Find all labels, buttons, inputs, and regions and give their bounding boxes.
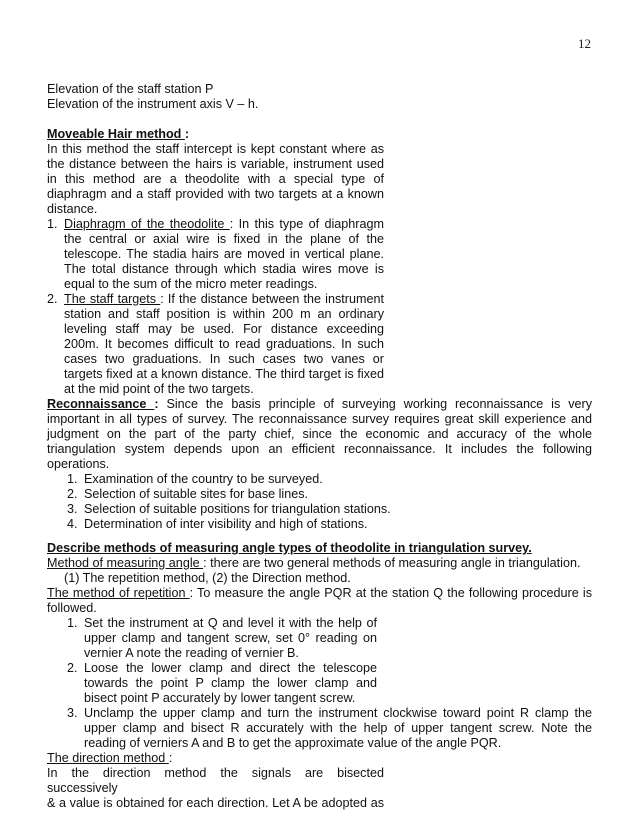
list-item-text: Set the instrument at Q and level it with the help of upper clamp and tangent screw, set 0° reading on vernier A note the reading of vernier B. xyxy=(84,616,377,660)
direction-line-2: & a value is obtained for each direction. Let A be adopted as xyxy=(47,796,384,810)
list-item-text: Examination of the country to be surveyed. xyxy=(84,472,323,486)
measuring-angle-line xyxy=(47,556,592,571)
list-item-number: 3. xyxy=(67,706,78,720)
repetition-text: : To measure the angle PQR at the station Q the following procedure is followed. xyxy=(47,586,592,615)
moveable-hair-heading-text: Moveable Hair method xyxy=(47,127,185,141)
intro-line-2: Elevation of the instrument axis V – h. xyxy=(47,97,259,111)
list-item-text: Loose the lower clamp and direct the telescope towards the point P clamp the lower clamp and bisect point P accurately by lower tangent screw. xyxy=(84,661,377,705)
repetition-paragraph xyxy=(47,586,592,616)
direction-method-term: The direction method xyxy=(47,751,169,765)
list-item xyxy=(47,217,384,292)
list-item xyxy=(47,487,592,502)
list-item-text: : If the distance between the instrument station and staff position is within 200 m an ordinary leveling staff may be used. For distance exceeding 200m. It becomes difficult to read graduations. In such cases two graduations. In such cases two vanes or targets fixed at a known distance. The third target is fixed at the mid point of the two targets. xyxy=(64,292,384,396)
list-item-number: 2. xyxy=(47,292,58,306)
repetition-list xyxy=(47,616,592,751)
angle-methods-section xyxy=(47,541,592,811)
reconnaissance-section xyxy=(47,397,592,532)
repetition-term: The method of repetition xyxy=(47,586,190,600)
list-item-number: 3. xyxy=(67,502,78,516)
intro-line-1: Elevation of the staff station P xyxy=(47,82,214,96)
list-item xyxy=(47,472,592,487)
list-item-text: : In this type of diaphragm the central or axial wire is fixed in the plane of the telescope. The stadia hairs are moved in vertical plane. The total distance through which stadia wires move is equal to the sum of the micro meter readings. xyxy=(64,217,384,291)
list-item-number: 1. xyxy=(47,217,58,231)
moveable-hair-list xyxy=(47,217,384,397)
reconnaissance-heading-colon: : xyxy=(154,397,159,411)
intro-lines xyxy=(47,82,384,112)
moveable-hair-section xyxy=(47,127,384,397)
list-item-number: 4. xyxy=(67,517,78,531)
list-item-text: Selection of suitable sites for base lines. xyxy=(84,487,309,501)
measuring-angle-text: : there are two general methods of measuring angle in triangulation. xyxy=(203,556,581,570)
reconnaissance-heading: Reconnaissance xyxy=(47,397,155,411)
list-item xyxy=(47,616,377,661)
direction-method-colon: : xyxy=(168,751,173,765)
measuring-angle-term: Method of measuring angle xyxy=(47,556,204,570)
list-item-term: The staff targets xyxy=(64,292,161,306)
direction-method-body xyxy=(47,766,384,811)
list-item xyxy=(47,706,592,751)
reconnaissance-paragraph xyxy=(47,397,592,472)
list-item-text: Determination of inter visibility and high of stations. xyxy=(84,517,368,531)
reconnaissance-list xyxy=(47,472,592,532)
list-item-number: 2. xyxy=(67,661,78,675)
methods-line: (1) The repetition method, (2) the Direction method. xyxy=(64,571,351,585)
list-item xyxy=(47,517,592,532)
list-item xyxy=(47,661,377,706)
moveable-hair-body: In this method the staff intercept is kept constant where as the distance between the hairs is variable, instrument used in this method are a theodolite with a special type of diaphragm and a staff provided with two targets at a known distance. xyxy=(47,142,384,216)
list-item-number: 1. xyxy=(67,472,78,486)
direction-method-heading xyxy=(47,751,592,766)
list-item-number: 1. xyxy=(67,616,78,630)
list-item-number: 2. xyxy=(67,487,78,501)
angle-methods-heading: Describe methods of measuring angle types of theodolite in triangulation survey. xyxy=(47,541,532,555)
list-item-text: Unclamp the upper clamp and turn the instrument clockwise toward point R clamp the upper clamp and bisect R accurately with the help of upper tangent screw. Note the reading of verniers A and B to get the approximate value of the angle PQR. xyxy=(84,706,592,750)
direction-line-1: In the direction method the signals are bisected successively xyxy=(47,766,384,795)
list-item-text: Selection of suitable positions for triangulation stations. xyxy=(84,502,391,516)
list-item xyxy=(47,502,592,517)
list-item xyxy=(47,292,384,397)
page-number: 12 xyxy=(578,36,591,51)
list-item-term: Diaphragm of the theodolite xyxy=(64,217,230,231)
moveable-hair-heading xyxy=(47,127,384,142)
reconnaissance-body: Since the basis principle of surveying working reconnaissance is very important in all types of survey. The reconnaissance survey requires great skill experience and judgment on the part of the party chief, since the economic and accuracy of the whole triangulation system depends upon an efficient reconnaissance. It includes the following operations. xyxy=(47,397,592,471)
moveable-hair-heading-colon: : xyxy=(184,127,190,141)
